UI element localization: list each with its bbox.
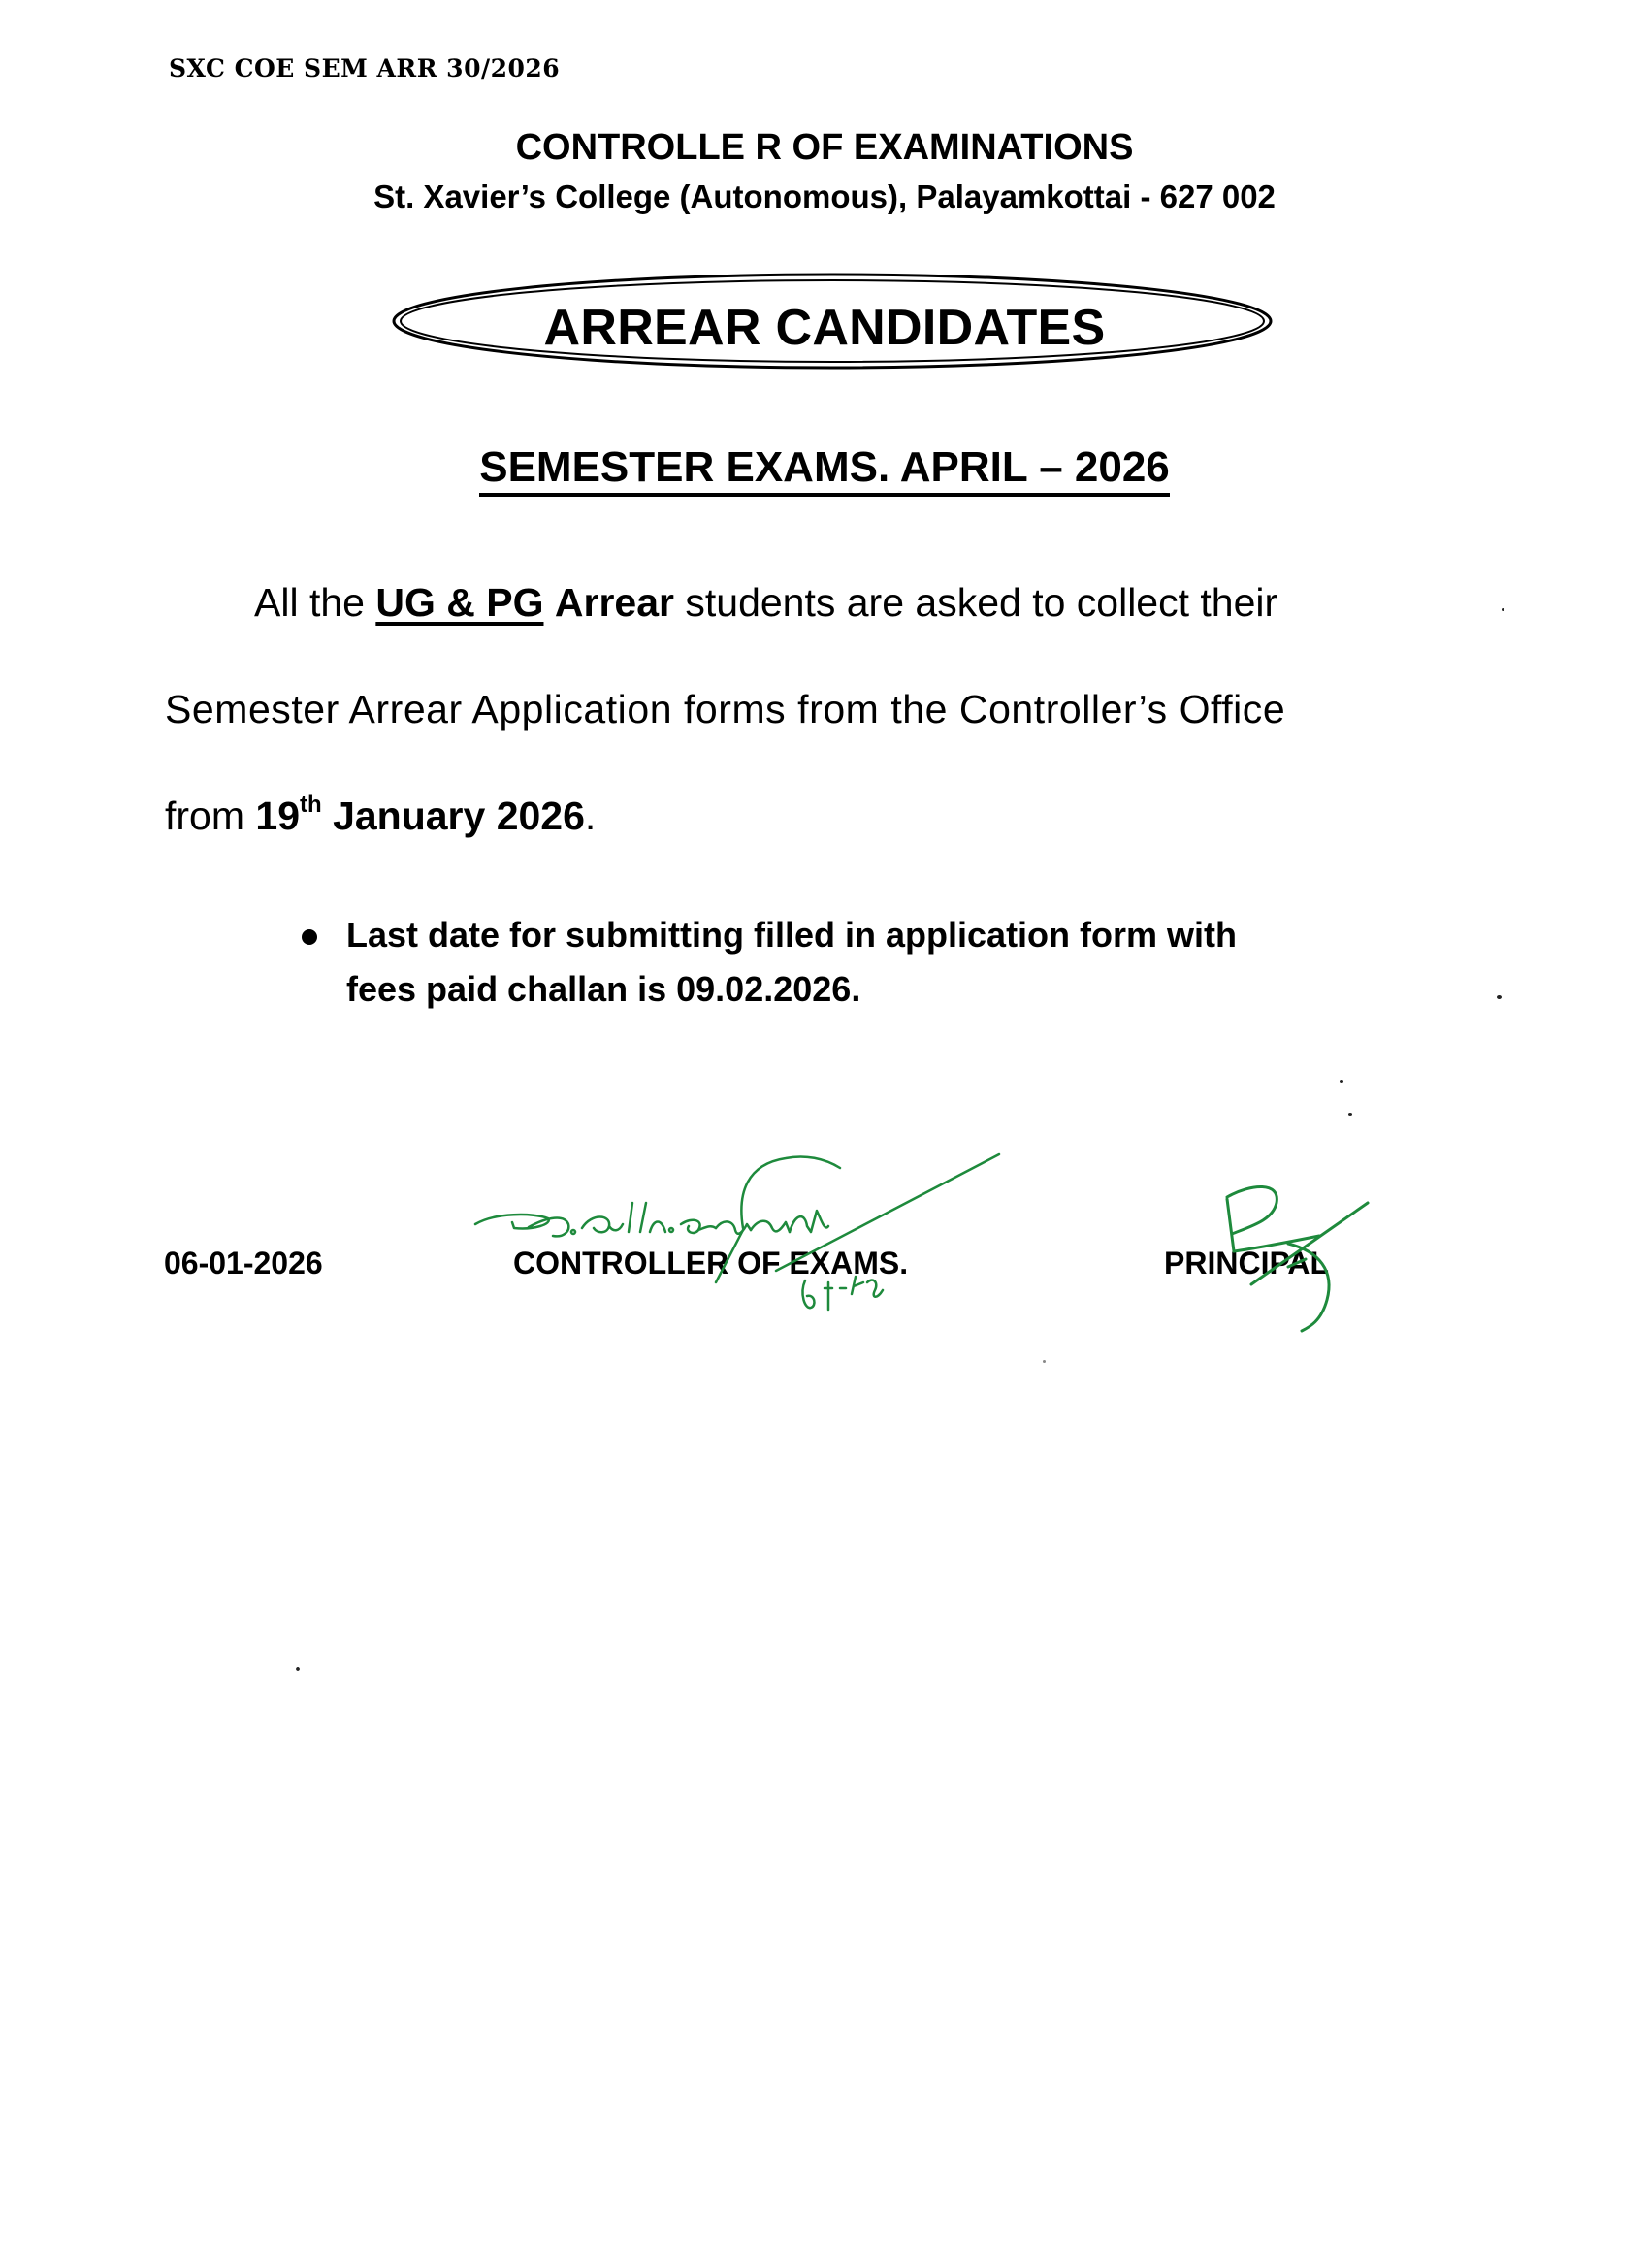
exam-heading-text: SEMESTER EXAMS. APRIL – 2026 — [479, 443, 1170, 497]
body-text: from — [165, 794, 256, 838]
scan-speck — [296, 1667, 300, 1671]
reference-number: SXC COE SEM ARR 30/2026 — [169, 54, 561, 82]
start-date: January 2026 — [321, 794, 585, 838]
issue-date: 06-01-2026 — [164, 1246, 323, 1280]
controller-signature — [456, 1135, 1038, 1329]
scan-speck — [1043, 1360, 1046, 1363]
deadline-line-2: fees paid challan is 09.02.2026. — [346, 969, 861, 1009]
body-line-1 — [254, 580, 1277, 626]
ug-pg-emphasis: UG & PG — [375, 580, 544, 625]
period: . — [584, 794, 597, 838]
scan-speck — [1502, 608, 1504, 611]
banner-title: ARREAR CANDIDATES — [543, 300, 1106, 356]
body-line-3 — [165, 792, 596, 839]
controller-label: CONTROLLER OF EXAMS. — [513, 1246, 909, 1280]
body-text: All the — [254, 580, 376, 625]
start-day: 19 — [255, 794, 301, 838]
institution-name: St. Xavier’s College (Autonomous), Palayamkottai - 627 002 — [373, 178, 1276, 214]
arrear-emphasis: Arrear — [554, 580, 674, 625]
exam-heading — [0, 443, 1649, 492]
body-line-2: Semester Arrear Application forms from the Controller’s Office — [165, 687, 1286, 731]
ordinal-suffix: th — [300, 792, 322, 818]
office-title: CONTROLLE R OF EXAMINATIONS — [515, 127, 1134, 168]
bullet-icon — [302, 929, 317, 945]
scan-speck — [1497, 995, 1502, 999]
deadline-line-1: Last date for submitting filled in application form with — [346, 915, 1238, 955]
scan-speck — [1340, 1080, 1343, 1083]
space — [543, 580, 554, 625]
scan-speck — [1348, 1113, 1352, 1116]
principal-signature — [1212, 1164, 1387, 1339]
principal-label: PRINCIPAL — [1164, 1246, 1330, 1280]
body-text: students are asked to collect their — [673, 580, 1278, 625]
